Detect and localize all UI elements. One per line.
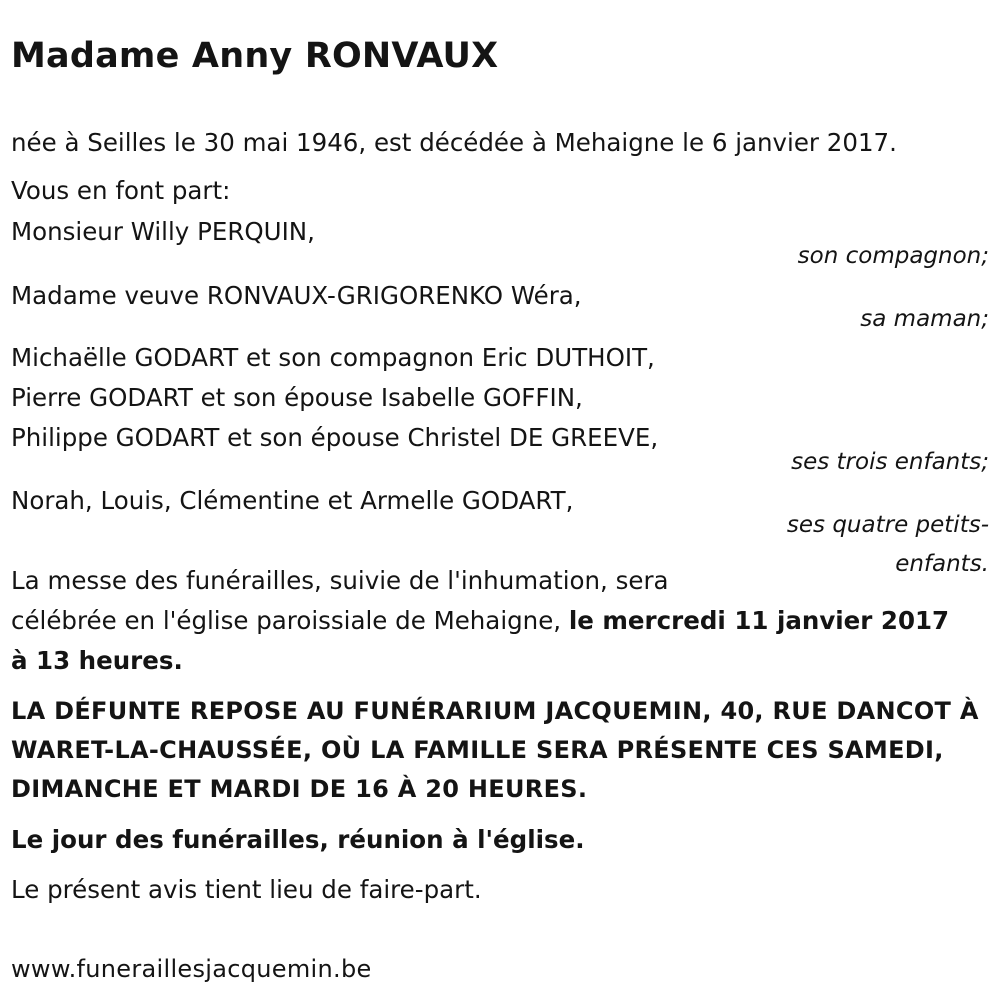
family-role: enfants. [895, 551, 989, 577]
page-title: Madame Anny RONVAUX [11, 36, 499, 76]
family-name: Philippe GODART et son épouse Christel DE GREEVE, [11, 423, 659, 452]
messe-text: célébrée en l'église paroissiale de Mehaigne, [11, 606, 569, 635]
family-role: ses quatre petits- [786, 512, 989, 538]
reunion-line: Le jour des funérailles, réunion à l'église. [11, 825, 585, 854]
notice-line: Le présent avis tient lieu de faire-part. [11, 875, 482, 904]
messe-date: le mercredi 11 janvier 2017 [568, 606, 950, 635]
intro-line: Vous en font part: [11, 176, 231, 205]
messe-line-1: La messe des funérailles, suivie de l'inhumation, sera [11, 566, 669, 595]
family-name: Pierre GODART et son épouse Isabelle GOFFIN, [11, 383, 583, 412]
repose-line: LA DÉFUNTE REPOSE AU FUNÉRARIUM JACQUEMIN, 40, RUE DANCOT À [11, 697, 979, 725]
family-role: sa maman; [860, 306, 989, 332]
website-link[interactable]: www.funeraillesjacquemin.be [11, 955, 372, 983]
repose-line: DIMANCHE ET MARDI DE 16 À 20 HEURES. [11, 775, 588, 803]
birth-death-line: née à Seilles le 30 mai 1946, est décédée à Mehaigne le 6 janvier 2017. [11, 128, 897, 157]
family-role: ses trois enfants; [791, 449, 989, 475]
family-name: Michaëlle GODART et son compagnon Eric DUTHOIT, [11, 343, 655, 372]
messe-line-2 [11, 606, 949, 635]
messe-time: à 13 heures. [11, 646, 183, 675]
family-role: son compagnon; [797, 243, 989, 269]
family-name: Monsieur Willy PERQUIN, [11, 217, 315, 246]
repose-line: WARET-LA-CHAUSSÉE, OÙ LA FAMILLE SERA PRÉSENTE CES SAMEDI, [11, 736, 944, 764]
family-name: Norah, Louis, Clémentine et Armelle GODART, [11, 486, 574, 515]
family-name: Madame veuve RONVAUX-GRIGORENKO Wéra, [11, 281, 582, 310]
